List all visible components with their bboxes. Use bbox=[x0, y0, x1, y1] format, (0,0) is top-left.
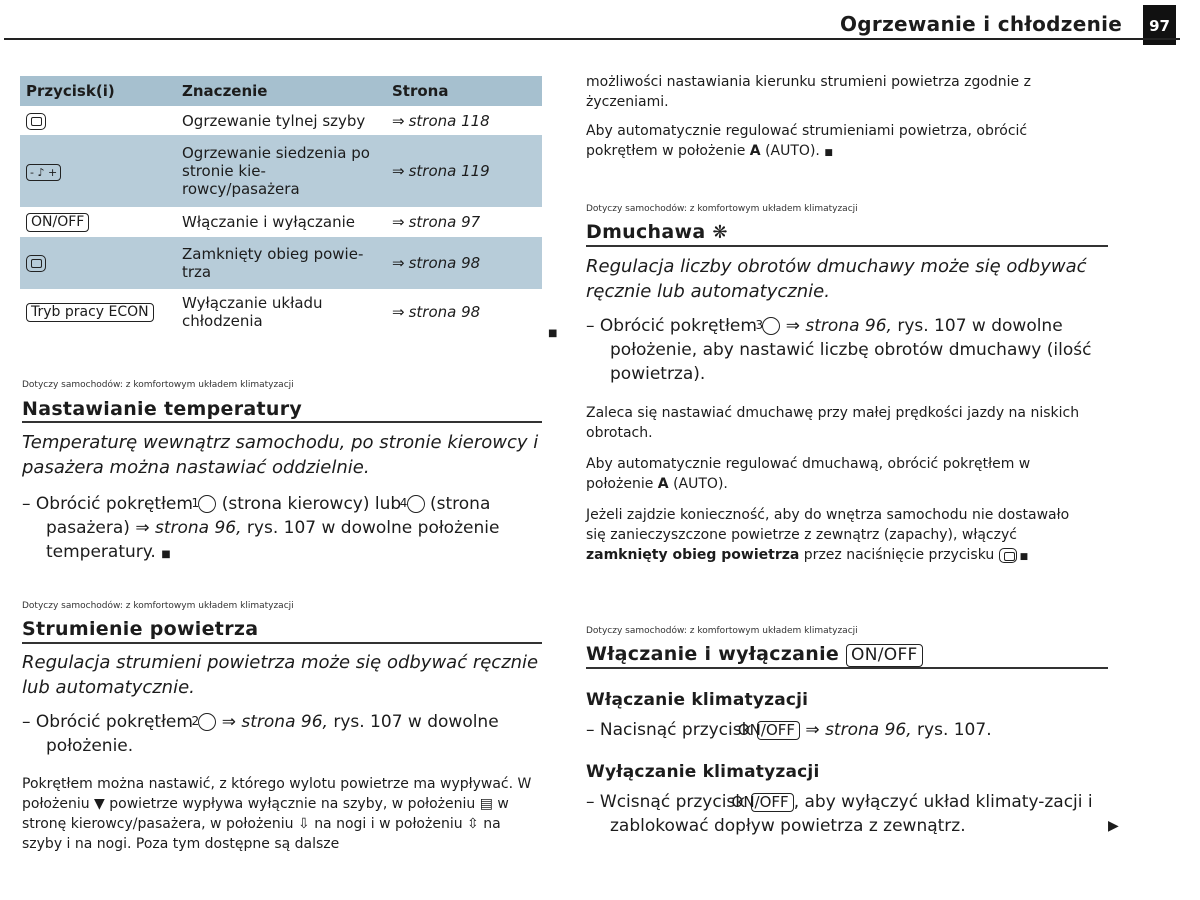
applies-label: Dotyczy samochodów: z komfortowym układem klimatyzacji bbox=[22, 380, 294, 390]
table-cell: strona 119 bbox=[408, 162, 490, 180]
section-rule bbox=[22, 642, 542, 644]
section-title-onoff: Włączanie i wyłączanie ON/OFF bbox=[586, 643, 923, 667]
section-intro: Temperaturę wewnątrz samochodu, po stronie kierowcy i pasażera można nastawiać oddzielnie. bbox=[22, 432, 539, 478]
subsection-title: Wyłączanie klimatyzacji bbox=[586, 762, 820, 782]
instruction-bullet: – Obrócić pokrętłem 1 (strona kierowcy) lub 4 (strona pasażera) ⇒ strona 96, rys. 107 w dowolne położenie temperatury. ■ bbox=[22, 494, 500, 562]
table-row: - ♪ + Ogrzewanie siedzenia po stronie kie-rowcy/pasażera ⇒ strona 119 bbox=[20, 135, 542, 207]
onoff-key: ON/OFF bbox=[26, 213, 89, 232]
vent-icon: ▤ bbox=[479, 796, 493, 812]
header-rule bbox=[4, 38, 1180, 40]
table-row: Zamknięty obieg powie-trza ⇒ strona 98 bbox=[20, 237, 542, 289]
table-cell: strona 97 bbox=[408, 213, 481, 231]
fan-auto-paragraph: Aby automatycznie regulować dmuchawą, obrócić pokrętłem w położenie A (AUTO). bbox=[586, 456, 1031, 492]
onoff-key: ON/OFF bbox=[751, 793, 794, 812]
table-cell: strona 98 bbox=[408, 254, 481, 272]
table-cell: strona 118 bbox=[408, 111, 490, 130]
instruction-bullet: – Nacisnąć przycisk ON/OFF ⇒ strona 96, rys. 107. bbox=[586, 720, 992, 740]
table-cell: Zamknięty obieg powie-trza bbox=[176, 237, 386, 289]
subsection-title: Włączanie klimatyzacji bbox=[586, 690, 809, 710]
next-page-arrow-icon: ▶ bbox=[1108, 818, 1119, 834]
table-cell: Ogrzewanie siedzenia po stronie kie-rowcy/pasażera bbox=[176, 135, 386, 207]
table-row: Ogrzewanie tylnej szyby ⇒ strona 118 bbox=[20, 106, 542, 135]
fan-icon: ❋ bbox=[712, 222, 728, 243]
table-row: Tryb pracy ECON Wyłączanie układu chłodzenia ⇒ strona 98 bbox=[20, 289, 542, 335]
table-cell: Ogrzewanie tylnej szyby bbox=[182, 111, 366, 130]
windscreen-icon: ▼ bbox=[94, 796, 105, 812]
recirculation-icon bbox=[999, 548, 1017, 563]
table-cell: Wyłączanie układu chłodzenia bbox=[182, 294, 323, 330]
page-header-title: Ogrzewanie i chłodzenie bbox=[840, 12, 1123, 36]
recirculation-icon bbox=[26, 255, 46, 272]
airflow-continuation: możliwości nastawiania kierunku strumieni powietrza zgodnie z życzeniami. bbox=[586, 74, 1031, 110]
page-number: 97 bbox=[1143, 5, 1176, 45]
windscreen-feet-icon: ⇳ bbox=[467, 816, 479, 832]
section-title-airflow: Strumienie powietrza bbox=[22, 618, 259, 640]
applies-label: Dotyczy samochodów: z komfortowym układem klimatyzacji bbox=[586, 626, 858, 636]
applies-label: Dotyczy samochodów: z komfortowym układem klimatyzacji bbox=[586, 204, 858, 214]
airflow-description: Pokrętłem można nastawić, z którego wylotu powietrze ma wypływać. W położeniu ▼ powietrze wypływa wyłącznie na szyby, w położeniu ▤ w stronę kierowcy/pasażera, w położeniu ⇩ na nogi i w położeniu ⇳ na szyby i na nogi. Poza tym dostępne są dalsze bbox=[22, 776, 532, 852]
section-title-temperature: Nastawianie temperatury bbox=[22, 398, 303, 420]
table-header: Strona bbox=[386, 76, 542, 106]
fan-paragraph: Zaleca się nastawiać dmuchawę przy małej prędkości jazdy na niskich obrotach. bbox=[586, 405, 1080, 441]
section-intro: Regulacja strumieni powietrza może się odbywać ręcznie lub automatycznie. bbox=[22, 652, 539, 698]
applies-label: Dotyczy samochodów: z komfortowym układem klimatyzacji bbox=[22, 601, 294, 611]
section-rule bbox=[586, 667, 1108, 669]
feet-icon: ⇩ bbox=[298, 816, 310, 832]
recirculation-paragraph: Jeżeli zajdzie konieczność, aby do wnętrza samochodu nie dostawało się zanieczyszczone powietrze z zewnątrz (zapachy), włączyć zamknięty obieg powietrza przez naciśnięcie przycisku ■ bbox=[586, 507, 1070, 563]
instruction-bullet: – Obrócić pokrętłem 2 ⇒ strona 96, rys. 107 w dowolne położenie. bbox=[22, 712, 499, 756]
onoff-key: ON/OFF bbox=[846, 644, 923, 667]
table-header-row bbox=[20, 76, 542, 106]
section-rule bbox=[22, 421, 542, 423]
instruction-bullet: – Obrócić pokrętłem 3 ⇒ strona 96, rys. 107 w dowolne położenie, aby nastawić liczbę obrotów dmuchawy (ilość powietrza). bbox=[586, 316, 1092, 384]
table-cell: Włączanie i wyłączanie bbox=[182, 213, 356, 231]
onoff-key: ON/OFF bbox=[757, 721, 800, 740]
end-mark: ■ bbox=[548, 328, 558, 339]
section-intro: Regulacja liczby obrotów dmuchawy może się odbywać ręcznie lub automatycznie. bbox=[586, 256, 1087, 302]
econ-key: Tryb pracy ECON bbox=[26, 303, 154, 322]
airflow-auto-paragraph: Aby automatycznie regulować strumieniami powietrza, obrócić pokrętłem w położenie A (AUTO). ■ bbox=[586, 123, 1028, 159]
table-cell: strona 98 bbox=[408, 303, 481, 321]
buttons-table bbox=[20, 76, 542, 335]
rear-window-heating-icon bbox=[26, 113, 46, 130]
table-row: ON/OFF Włączanie i wyłączanie ⇒ strona 97 bbox=[20, 207, 542, 237]
section-rule bbox=[586, 245, 1108, 247]
table-header: Przycisk(i) bbox=[20, 76, 176, 106]
seat-heating-icon: - ♪ + bbox=[26, 164, 61, 181]
section-title-fan: Dmuchawa ❋ bbox=[586, 221, 728, 243]
instruction-bullet: – Wcisnąć przycisk ON/OFF , aby wyłączyć układ klimaty-zacji i zablokować dopływ powietrza z zewnątrz. bbox=[586, 792, 1093, 836]
table-header: Znaczenie bbox=[176, 76, 386, 106]
